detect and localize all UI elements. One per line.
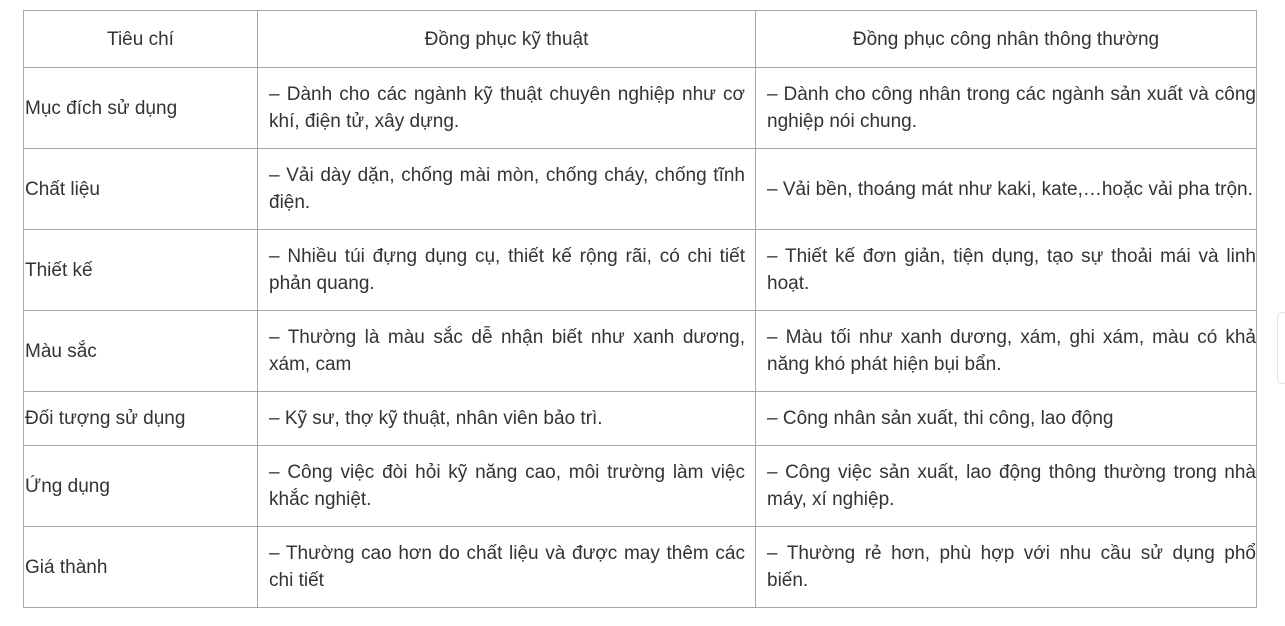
- criterion-cell: Thiết kế: [24, 230, 258, 311]
- worker-cell: – Công việc sản xuất, lao động thông thường trong nhà máy, xí nghiệp.: [756, 446, 1257, 527]
- worker-cell: – Màu tối như xanh dương, xám, ghi xám, màu có khả năng khó phát hiện bụi bẩn.: [756, 311, 1257, 392]
- technical-cell: – Vải dày dặn, chống mài mòn, chống cháy, chống tĩnh điện.: [258, 149, 756, 230]
- technical-cell: – Kỹ sư, thợ kỹ thuật, nhân viên bảo trì.: [258, 392, 756, 446]
- technical-cell: – Nhiều túi đựng dụng cụ, thiết kế rộng rãi, có chi tiết phản quang.: [258, 230, 756, 311]
- criterion-cell: Đối tượng sử dụng: [24, 392, 258, 446]
- worker-cell: – Vải bền, thoáng mát như kaki, kate,…hoặc vải pha trộn.: [756, 149, 1257, 230]
- criterion-cell: Giá thành: [24, 527, 258, 608]
- header-worker-uniform: Đồng phục công nhân thông thường: [756, 11, 1257, 68]
- criterion-cell: Chất liệu: [24, 149, 258, 230]
- technical-cell: – Thường là màu sắc dễ nhận biết như xanh dương, xám, cam: [258, 311, 756, 392]
- criterion-cell: Ứng dụng: [24, 446, 258, 527]
- technical-cell: – Dành cho các ngành kỹ thuật chuyên nghiệp như cơ khí, điện tử, xây dựng.: [258, 68, 756, 149]
- table-row: [24, 149, 1257, 230]
- side-panel-handle[interactable]: [1277, 312, 1285, 384]
- header-criterion: Tiêu chí: [24, 11, 258, 68]
- table-row: [24, 230, 1257, 311]
- table-row: [24, 446, 1257, 527]
- technical-cell: – Thường cao hơn do chất liệu và được may thêm các chi tiết: [258, 527, 756, 608]
- technical-cell: – Công việc đòi hỏi kỹ năng cao, môi trường làm việc khắc nghiệt.: [258, 446, 756, 527]
- table-row: [24, 311, 1257, 392]
- criterion-cell: Màu sắc: [24, 311, 258, 392]
- worker-cell: – Thường rẻ hơn, phù hợp với nhu cầu sử dụng phổ biến.: [756, 527, 1257, 608]
- table-row: [24, 392, 1257, 446]
- worker-cell: – Dành cho công nhân trong các ngành sản xuất và công nghiệp nói chung.: [756, 68, 1257, 149]
- table-header-row: [24, 11, 1257, 68]
- table-row: [24, 68, 1257, 149]
- worker-cell: – Công nhân sản xuất, thi công, lao động: [756, 392, 1257, 446]
- table-row: [24, 527, 1257, 608]
- criterion-cell: Mục đích sử dụng: [24, 68, 258, 149]
- header-technical-uniform: Đồng phục kỹ thuật: [258, 11, 756, 68]
- worker-cell: – Thiết kế đơn giản, tiện dụng, tạo sự thoải mái và linh hoạt.: [756, 230, 1257, 311]
- comparison-table: [23, 10, 1257, 608]
